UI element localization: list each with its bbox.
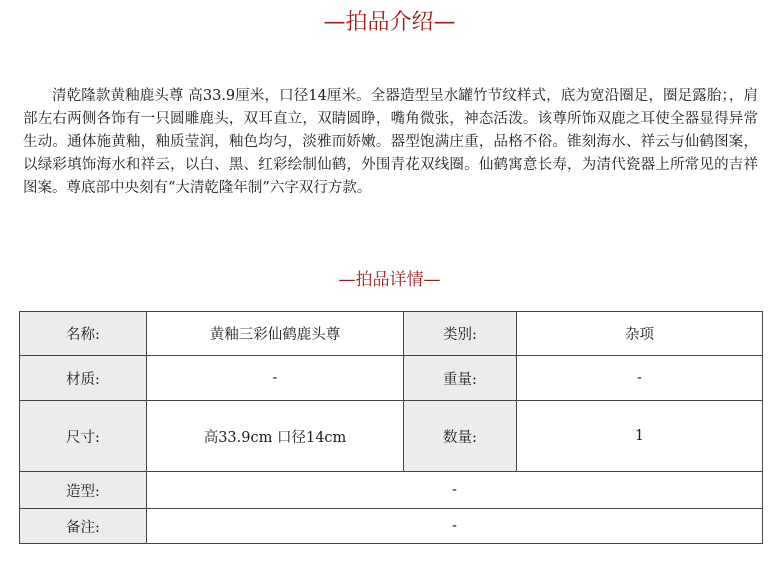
table-row (20, 472, 763, 509)
shape-label: 造型: (20, 472, 147, 509)
table-row (20, 401, 763, 472)
quantity-label: 数量: (404, 401, 517, 472)
note-value: - (147, 509, 763, 544)
size-value: 高33.9cm 口径14cm (147, 401, 404, 472)
category-value: 杂项 (517, 312, 763, 356)
size-label: 尺寸: (20, 401, 147, 472)
weight-value: - (517, 356, 763, 401)
quantity-value: 1 (517, 401, 763, 472)
name-value: 黄釉三彩仙鹤鹿头尊 (147, 312, 404, 356)
material-label: 材质: (20, 356, 147, 401)
table-row (20, 356, 763, 401)
category-label: 类别: (404, 312, 517, 356)
note-label: 备注: (20, 509, 147, 544)
material-value: - (147, 356, 404, 401)
name-label: 名称: (20, 312, 147, 356)
table-row (20, 509, 763, 544)
intro-paragraph: 清乾隆款黄釉鹿头尊 高33.9厘米，口径14厘米。全器造型呈水罐竹节纹样式，底为宽沿圈足，圈足露胎；，肩部左右两侧各饰有一只圆雕鹿头，双耳直立，双睛圆睁，嘴角微张，神态活泼。该尊所饰双鹿之耳使全器显得异常生动。通体施黄釉，釉质莹润，釉色均匀，淡雅而娇嫩。器型饱满庄重，品格不俗。锥刻海水、祥云与仙鹤图案，以绿彩填饰海水和祥云，以白、黑、红彩绘制仙鹤，外围青花双线圈。仙鹤寓意长寿，为清代瓷器上所常见的吉祥图案。尊底部中央刻有“大清乾隆年制”六字双行方款。 (23, 88, 758, 196)
shape-value: - (147, 472, 763, 509)
intro-section-title: —拍品介绍— (323, 10, 456, 35)
table-row (20, 312, 763, 356)
weight-label: 重量: (404, 356, 517, 401)
detail-section-title: —拍品详情— (338, 270, 441, 290)
detail-table (19, 311, 763, 544)
